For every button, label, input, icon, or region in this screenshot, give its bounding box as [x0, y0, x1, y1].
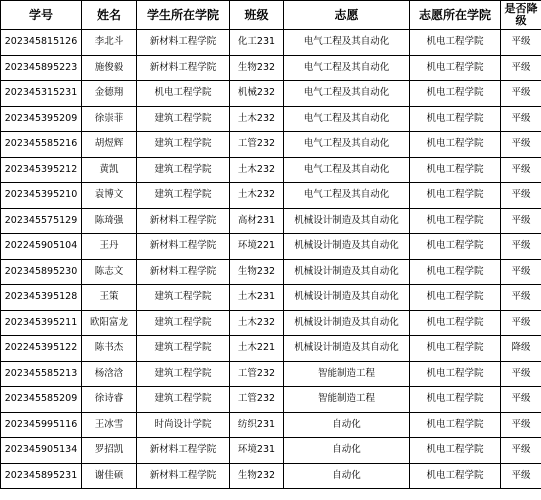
cell-name[interactable]: 陈琦强: [82, 208, 137, 234]
cell-preference[interactable]: 机械设计制造及其自动化: [284, 208, 410, 234]
table-row: [1, 30, 541, 56]
header-student-college: 学生所在学院: [137, 1, 230, 30]
cell-student-college[interactable]: 新材料工程学院: [137, 463, 230, 489]
cell-class[interactable]: 工管232: [230, 387, 284, 413]
cell-class[interactable]: 高材231: [230, 208, 284, 234]
cell-name[interactable]: 欧阳富龙: [82, 310, 137, 336]
cell-student-id[interactable]: 202345395212: [1, 157, 82, 183]
header-preference-college: 志愿所在学院: [410, 1, 501, 30]
cell-preference[interactable]: 机械设计制造及其自动化: [284, 285, 410, 311]
header-student-id: 学号: [1, 1, 82, 30]
cell-student-college[interactable]: 建筑工程学院: [137, 387, 230, 413]
cell-class[interactable]: 生物232: [230, 463, 284, 489]
cell-preference[interactable]: 电气工程及其自动化: [284, 81, 410, 107]
cell-student-id[interactable]: 202345585209: [1, 387, 82, 413]
cell-downgrade[interactable]: 平级: [501, 387, 541, 413]
cell-name[interactable]: 杨浛浛: [82, 361, 137, 387]
cell-name[interactable]: 黄凯: [82, 157, 137, 183]
cell-preference[interactable]: 电气工程及其自动化: [284, 157, 410, 183]
cell-student-id[interactable]: 202345315231: [1, 81, 82, 107]
cell-preference-college[interactable]: 机电工程学院: [410, 438, 501, 464]
cell-class[interactable]: 土木232: [230, 183, 284, 209]
cell-downgrade[interactable]: 平级: [501, 234, 541, 260]
cell-downgrade[interactable]: 平级: [501, 310, 541, 336]
cell-preference[interactable]: 电气工程及其自动化: [284, 106, 410, 132]
table-row: [1, 438, 541, 464]
cell-preference[interactable]: 自动化: [284, 438, 410, 464]
cell-preference[interactable]: 自动化: [284, 412, 410, 438]
cell-student-college[interactable]: 新材料工程学院: [137, 234, 230, 260]
cell-student-college[interactable]: 时尚设计学院: [137, 412, 230, 438]
cell-preference-college[interactable]: 机电工程学院: [410, 30, 501, 56]
cell-student-college[interactable]: 新材料工程学院: [137, 208, 230, 234]
cell-downgrade[interactable]: 平级: [501, 30, 541, 56]
cell-student-college[interactable]: 建筑工程学院: [137, 310, 230, 336]
cell-downgrade[interactable]: 平级: [501, 132, 541, 158]
cell-downgrade[interactable]: 平级: [501, 259, 541, 285]
cell-student-college[interactable]: 机电工程学院: [137, 81, 230, 107]
cell-student-college[interactable]: 新材料工程学院: [137, 30, 230, 56]
cell-class[interactable]: 纺织231: [230, 412, 284, 438]
cell-class[interactable]: 土木231: [230, 285, 284, 311]
cell-student-id[interactable]: 202345895230: [1, 259, 82, 285]
cell-class[interactable]: 化工231: [230, 30, 284, 56]
cell-preference[interactable]: 智能制造工程: [284, 387, 410, 413]
cell-class[interactable]: 土木232: [230, 310, 284, 336]
cell-student-college[interactable]: 新材料工程学院: [137, 55, 230, 81]
cell-name[interactable]: 金德翔: [82, 81, 137, 107]
cell-preference[interactable]: 电气工程及其自动化: [284, 183, 410, 209]
cell-preference-college[interactable]: 机电工程学院: [410, 285, 501, 311]
cell-student-college[interactable]: 建筑工程学院: [137, 285, 230, 311]
table-row: [1, 259, 541, 285]
cell-preference-college[interactable]: 机电工程学院: [410, 336, 501, 362]
cell-downgrade[interactable]: 平级: [501, 208, 541, 234]
cell-class[interactable]: 工管232: [230, 132, 284, 158]
table-row: [1, 285, 541, 311]
cell-student-id[interactable]: 202345395211: [1, 310, 82, 336]
table-row: [1, 183, 541, 209]
cell-student-id[interactable]: 202345575129: [1, 208, 82, 234]
cell-class[interactable]: 环境231: [230, 438, 284, 464]
table-row: [1, 81, 541, 107]
cell-student-id[interactable]: 202245905104: [1, 234, 82, 260]
table-row: [1, 208, 541, 234]
cell-student-id[interactable]: 202345895223: [1, 55, 82, 81]
table-row: [1, 387, 541, 413]
cell-name[interactable]: 谢佳硕: [82, 463, 137, 489]
cell-downgrade[interactable]: 平级: [501, 438, 541, 464]
cell-class[interactable]: 工管232: [230, 361, 284, 387]
header-row: [1, 1, 541, 30]
cell-preference-college[interactable]: 机电工程学院: [410, 412, 501, 438]
cell-name[interactable]: 徐崇菲: [82, 106, 137, 132]
cell-preference-college[interactable]: 机电工程学院: [410, 183, 501, 209]
table-row: [1, 157, 541, 183]
cell-name[interactable]: 胡煜辉: [82, 132, 137, 158]
cell-preference-college[interactable]: 机电工程学院: [410, 106, 501, 132]
cell-preference-college[interactable]: 机电工程学院: [410, 157, 501, 183]
table-row: [1, 361, 541, 387]
cell-student-id[interactable]: 202345905134: [1, 438, 82, 464]
cell-class[interactable]: 生物232: [230, 259, 284, 285]
cell-name[interactable]: 罗招凯: [82, 438, 137, 464]
cell-class[interactable]: 机械232: [230, 81, 284, 107]
cell-student-college[interactable]: 建筑工程学院: [137, 132, 230, 158]
cell-downgrade[interactable]: 平级: [501, 55, 541, 81]
cell-name[interactable]: 王策: [82, 285, 137, 311]
cell-name[interactable]: 徐诗睿: [82, 387, 137, 413]
cell-downgrade[interactable]: 平级: [501, 361, 541, 387]
cell-preference[interactable]: 电气工程及其自动化: [284, 132, 410, 158]
table-row: [1, 234, 541, 260]
cell-class[interactable]: 土木221: [230, 336, 284, 362]
cell-name[interactable]: 袁博文: [82, 183, 137, 209]
cell-student-college[interactable]: 建筑工程学院: [137, 106, 230, 132]
cell-preference-college[interactable]: 机电工程学院: [410, 259, 501, 285]
cell-name[interactable]: 陈书杰: [82, 336, 137, 362]
cell-downgrade[interactable]: 平级: [501, 463, 541, 489]
cell-student-id[interactable]: 202345815126: [1, 30, 82, 56]
cell-student-id[interactable]: 202345395128: [1, 285, 82, 311]
table-row: [1, 106, 541, 132]
cell-class[interactable]: 土木232: [230, 157, 284, 183]
header-downgrade: 是否降级: [501, 1, 541, 30]
cell-student-id[interactable]: 202345395209: [1, 106, 82, 132]
cell-student-id[interactable]: 202345585213: [1, 361, 82, 387]
cell-preference-college[interactable]: 机电工程学院: [410, 208, 501, 234]
cell-preference[interactable]: 机械设计制造及其自动化: [284, 310, 410, 336]
cell-preference-college[interactable]: 机电工程学院: [410, 463, 501, 489]
table-row: [1, 412, 541, 438]
cell-student-id[interactable]: 202345395210: [1, 183, 82, 209]
cell-student-college[interactable]: 建筑工程学院: [137, 157, 230, 183]
cell-preference-college[interactable]: 机电工程学院: [410, 55, 501, 81]
cell-name[interactable]: 陈志文: [82, 259, 137, 285]
cell-name[interactable]: 王丹: [82, 234, 137, 260]
cell-preference[interactable]: 电气工程及其自动化: [284, 55, 410, 81]
cell-student-college[interactable]: 新材料工程学院: [137, 259, 230, 285]
table-body: [1, 30, 541, 489]
cell-preference[interactable]: 自动化: [284, 463, 410, 489]
cell-preference[interactable]: 电气工程及其自动化: [284, 30, 410, 56]
cell-preference[interactable]: 机械设计制造及其自动化: [284, 336, 410, 362]
cell-class[interactable]: 生物232: [230, 55, 284, 81]
cell-preference-college[interactable]: 机电工程学院: [410, 361, 501, 387]
header-class: 班级: [230, 1, 284, 30]
cell-downgrade[interactable]: 平级: [501, 412, 541, 438]
cell-downgrade[interactable]: 平级: [501, 157, 541, 183]
cell-student-college[interactable]: 建筑工程学院: [137, 361, 230, 387]
cell-downgrade[interactable]: 平级: [501, 106, 541, 132]
cell-preference[interactable]: 机械设计制造及其自动化: [284, 234, 410, 260]
cell-preference-college[interactable]: 机电工程学院: [410, 234, 501, 260]
table-row: [1, 463, 541, 489]
cell-downgrade[interactable]: 平级: [501, 183, 541, 209]
cell-student-id[interactable]: 202345585216: [1, 132, 82, 158]
cell-name[interactable]: 施俊毅: [82, 55, 137, 81]
cell-downgrade[interactable]: 平级: [501, 285, 541, 311]
header-preference: 志愿: [284, 1, 410, 30]
table-row: [1, 336, 541, 362]
cell-downgrade[interactable]: 平级: [501, 81, 541, 107]
cell-student-college[interactable]: 建筑工程学院: [137, 336, 230, 362]
cell-student-college[interactable]: 新材料工程学院: [137, 438, 230, 464]
table-row: [1, 132, 541, 158]
header-name: 姓名: [82, 1, 137, 30]
table-row: [1, 310, 541, 336]
cell-preference-college[interactable]: 机电工程学院: [410, 310, 501, 336]
cell-preference[interactable]: 机械设计制造及其自动化: [284, 259, 410, 285]
cell-name[interactable]: 王冰雪: [82, 412, 137, 438]
cell-student-id[interactable]: 202345895231: [1, 463, 82, 489]
cell-preference[interactable]: 智能制造工程: [284, 361, 410, 387]
table-row: [1, 55, 541, 81]
cell-preference-college[interactable]: 机电工程学院: [410, 387, 501, 413]
cell-preference-college[interactable]: 机电工程学院: [410, 81, 501, 107]
cell-class[interactable]: 土木232: [230, 106, 284, 132]
cell-class[interactable]: 环境221: [230, 234, 284, 260]
cell-student-id[interactable]: 202345995116: [1, 412, 82, 438]
cell-name[interactable]: 李北斗: [82, 30, 137, 56]
cell-preference-college[interactable]: 机电工程学院: [410, 132, 501, 158]
cell-student-id[interactable]: 202245395122: [1, 336, 82, 362]
cell-downgrade[interactable]: 降级: [501, 336, 541, 362]
cell-student-college[interactable]: 建筑工程学院: [137, 183, 230, 209]
